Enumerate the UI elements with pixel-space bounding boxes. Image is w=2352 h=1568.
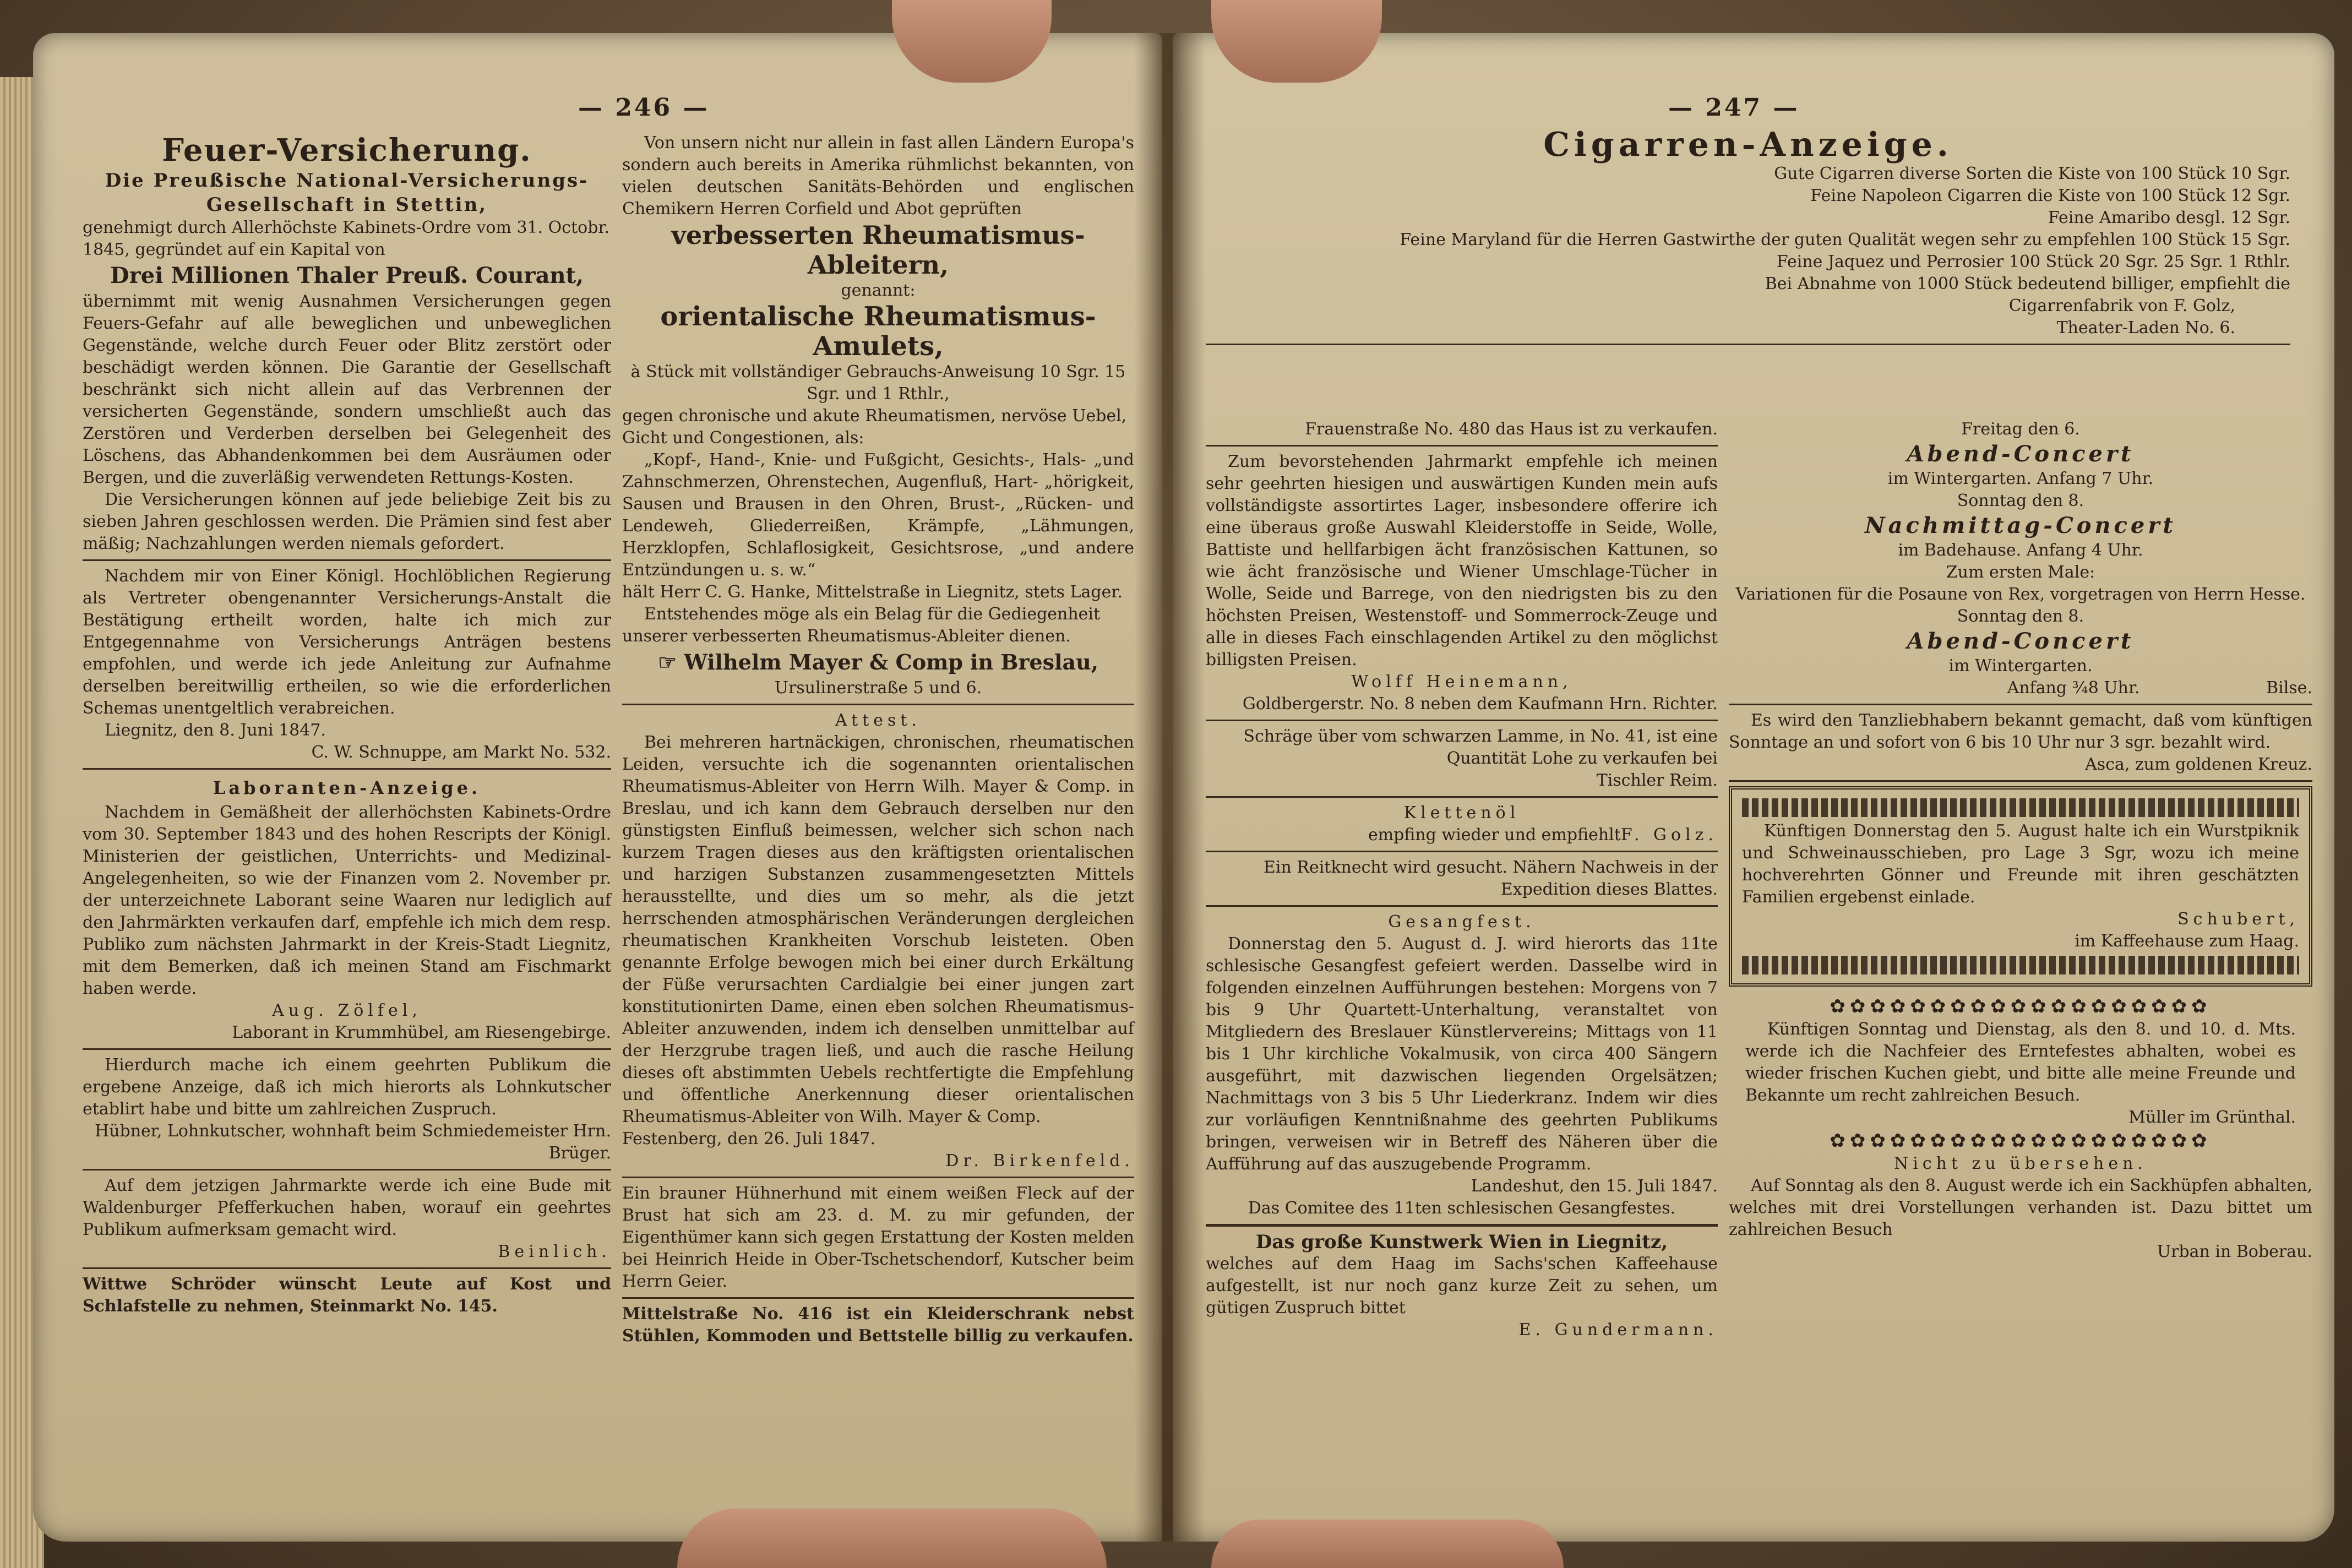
divider (83, 1267, 611, 1269)
divider (1206, 720, 1718, 721)
song-festival-date: Landeshut, den 15. Juli 1847. (1471, 1177, 1718, 1196)
insurance-premiums: Die Versicherungen können auf jede beliebige Zeit bis zu sieben Jahren geschlossen werden. Die Prämien sind fest aber mäßig; Nachzahlungen werden niemals gefordert. (83, 490, 611, 553)
pointing-hand-icon: ☞ (657, 650, 684, 674)
rheuma-title-2: orientalische Rheumatismus-Amulets, (660, 301, 1096, 362)
concert-2-first-time: Zum ersten Male: (1946, 563, 2095, 582)
gingerbread-text: Auf dem jetzigen Jahrmarkte werde ich eine Bude mit Waldenburger Pfefferkuchen haben, worauf ein geehrtes Publikum aufmerksam gemacht wird. (83, 1176, 611, 1239)
rheuma-firm (622, 647, 1134, 677)
insurance-date: Liegnitz, den 8. Juni 1847. (105, 721, 326, 740)
insurance-agent-notice: Nachdem mir von Einer Königl. Hochlöblichen Regierung als Vertreter obengenannter Versicherungs-Anstalt die Bestätigung ertheilt worden, halte ich mich zur Entgegennahme von Versicherungs Anträgen bestens empfohlen, und werde ich jede Anleitung zur Aufnahme derselben bereitwillig ertheilen, so wie die erforderlichen Schemas unentgeltlich verabreichen. (83, 567, 611, 718)
sausage-picnic-place: im Kaffeehause zum Haag. (2075, 932, 2299, 951)
burdock-oil-signature: F. Golz. (1620, 825, 1718, 845)
divider (1729, 780, 2312, 782)
ornamental-border (1742, 956, 2299, 974)
rheuma-stockist: hält Herr C. G. Hanke, Mittelstraße in Liegnitz, stets Lager. (622, 582, 1123, 602)
divider (1206, 796, 1718, 798)
divider (1206, 445, 1718, 447)
cigar-advert (1206, 127, 2290, 350)
concert-1-title: Abend-Concert (1907, 441, 2135, 467)
cigar-line: Feine Maryland für die Herren Gastwirthe der guten Qualität wegen sehr zu empfehlen 100 Stück 15 Sgr. (1400, 230, 2290, 249)
cigar-line: Feine Napoleon Cigarren die Kiste von 100 Stück 12 Sgr. (1810, 186, 2290, 205)
dog-notice: Ein brauner Hühnerhund mit einem weißen Fleck auf der Brust hat sich am 23. d. M. zu mir gefunden, der Eigenthümer kann sich gegen Erstattung der Kosten melden bei Heinrich Heide in Ober-Tschetschendorf, Kutscher beim Herrn Geier. (622, 1184, 1134, 1291)
laborant-title: Laboranten-Anzeige. (213, 777, 481, 798)
concert-2-program: Variationen für die Posaune von Rex, vorgetragen von Herrn Hesse. (1735, 585, 2306, 604)
burdock-oil-title: Klettenöl (1403, 803, 1520, 823)
insurance-company: Die Preußische National-Versicherungs-Gesellschaft in Stettin, (105, 170, 589, 216)
cigar-address: Theater-Laden No. 6. (2056, 318, 2235, 337)
hand-bottom-right (1211, 1520, 1564, 1568)
rosette-border-icon: ✿✿✿✿✿✿✿✿✿✿✿✿✿✿✿✿✿✿✿ (1830, 995, 2212, 1017)
ornamental-border (1742, 798, 2299, 817)
divider (83, 768, 611, 770)
divider (1729, 704, 2312, 705)
divider (622, 1177, 1134, 1178)
insurance-signature: C. W. Schnuppe, am Markt No. 532. (311, 743, 611, 762)
right-column-2 (1729, 418, 2312, 1263)
rosette-border-icon: ✿✿✿✿✿✿✿✿✿✿✿✿✿✿✿✿✿✿✿ (1830, 1130, 2212, 1152)
concert-3-signature: Bilse. (2266, 678, 2312, 698)
rheuma-firm-name: Wilhelm Mayer & Comp in Breslau, (684, 650, 1099, 674)
song-festival-title: Gesangfest. (1388, 912, 1536, 932)
left-column-2 (622, 132, 1134, 1347)
right-column-1 (1206, 418, 1718, 1341)
song-festival-text: Donnerstag den 5. August d. J. wird hierorts das 11te schlesische Gesangfest gefeiert werden. Dasselbe wird in folgenden einzelnen Aufführungen bestehen: Morgens von 7 bis 9 Uhr Quartett-Unterhaltung, veranstaltet von Mitgliedern des Breslauer Künstlervereins; Mittags von 11 bis 1 Uhr kirchliche Vokalmusik, von circa 400 Sängern ausgeführt, mit dazwischen liegenden Orgelsätzen; Nachmittags von 3 bis 5 Uhr Liederkranz. Indem wir dies zur vorläufigen Kenntnißnahme des geehrten Publikums bringen, verweisen wir in Betreff des Näheren über die Aufführung auf das auszugebende Programm. (1206, 934, 1718, 1174)
dance-signature: Asca, zum goldenen Kreuz. (2085, 755, 2312, 774)
tanbark-notice: Schräge über vom schwarzen Lamme, in No. 41, ist eine Quantität Lohe zu verkaufen bei (1243, 727, 1718, 768)
concert-1-day: Freitag den 6. (1961, 420, 2080, 439)
rheuma-ailments-list: „Kopf-, Hand-, Knie- und Fußgicht, Gesichts-, Hals- „und Zahnschmerzen, Ohrenstechen, Augenfluß, Hart- „hörigkeit, Sausen und Brausen in den Ohren, Brust-, „Rücken- und Lendeweh, Gliederreißen, Krämpfe, „Lähmungen, Herzklopfen, Schlaflosigkeit, Gesichtsrose, „und andere Entzündungen u. s. w.“ (622, 450, 1134, 580)
concert-2-title: Nachmittag-Concert (1865, 513, 2176, 538)
cigar-signature: Cigarrenfabrik von F. Golz, (2008, 296, 2235, 315)
sack-race-signature: Urban in Boberau. (2157, 1242, 2312, 1261)
laborant-signature: Aug. Zölfel, (272, 1001, 422, 1020)
divider (1206, 905, 1718, 907)
insurance-terms: übernimmt mit wenig Ausnahmen Versicherungen gegen Feuers-Gefahr auf alle beweglichen und unbeweglichen Gegenstände, welche durch Feuer oder Blitz zerstört oder beschädigt werden können. Die Garantie der Gesellschaft beschränkt sich nicht allein auf das Verbrennen der versicherten Gegenstände, sondern umschließt auch das Zerstören und Verderben derselben bei Gelegenheit des Löschens, das Abhandenkommen bei dem Ausräumen oder Bergen, und die zuverläßig verwendeten Rettungs-Kosten. (83, 292, 611, 487)
laborant-text: Nachdem in Gemäßheit der allerhöchsten Kabinets-Ordre vom 30. September 1843 und des hohen Rescripts der Königl. Ministerien der geistlichen, Unterrichts- und Medizinal-Angelegenheiten, so wie der Finanzen vom 2. November pr. der unterzeichnete Laborant seine Waaren nur lediglich auf den Jahrmärkten verkaufen darf, empfehle ich mich dem resp. Publiko zum nächsten Jahrmarkt in der Kreis-Stadt Liegnitz, mit dem Bemerken, daß ich meinen Stand am Fischmarkt haben werde. (83, 803, 611, 998)
rheuma-title-1: verbesserten Rheumatismus-Ableitern, (671, 220, 1085, 280)
divider (83, 559, 611, 561)
sausage-picnic-box (1729, 786, 2312, 987)
attest-signature: Dr. Birkenfeld. (945, 1151, 1134, 1170)
insurance-intro: genehmigt durch Allerhöchste Kabinets-Ordre vom 31. Octobr. 1845, gegründet auf ein Kapital von (83, 218, 609, 259)
artwork-signature: E. Gundermann. (1518, 1320, 1718, 1340)
divider (622, 1297, 1134, 1299)
divider (1206, 851, 1718, 852)
fair-offer-text: Zum bevorstehenden Jahrmarkt empfehle ich meinen sehr geehrten hiesigen und auswärtigen Kunden mein aufs vollständigste assortirtes Lager, insbesondere offerire ich eine überaus große Auswahl Kleiderstoffe in Seide, Wolle, Battiste und hellfarbigen ächt französischen Kattunen, so wie ächt französische und Wiener Umschlage-Tücher in Wolle, Seide und Barrege, von den niedrigsten bis zu den höchsten Preisen, Westenstoff- und Sommerrock-Zeuge und alle in dieses Fach einschlagenden Artikel zu den möglichst billigsten Preisen. (1206, 452, 1718, 669)
cigar-line: Gute Cigarren diverse Sorten die Kiste von 100 Stück 10 Sgr. (1774, 164, 2290, 183)
harvest-text: Künftigen Sonntag und Dienstag, als den 8. und 10. d. Mts. werde ich die Nachfeier des Erntefestes abhalten, wobei es wieder frischen Kuchen giebt, und bitte alle meine Freunde und Bekannte um recht zahlreichen Besuch. (1745, 1020, 2296, 1105)
concert-3-day: Sonntag den 8. (1957, 607, 2084, 626)
sack-race-title: Nicht zu übersehen. (1894, 1154, 2147, 1173)
cigar-line: Feine Amaribo desgl. 12 Sgr. (2048, 208, 2290, 227)
concert-2-day: Sonntag den 8. (1957, 491, 2084, 510)
wardrobe-notice: Mittelstraße No. 416 ist ein Kleiderschrank nebst Stühlen, Kommoden und Bettstelle billig zu verkaufen. (622, 1304, 1134, 1346)
artwork-title: Das große Kunstwerk Wien in Liegnitz, (1255, 1231, 1668, 1253)
dance-notice: Es wird den Tanzliebhabern bekannt gemacht, daß vom künftigen Sonntage an und sofort von 6 bis 10 Uhr nur 3 sgr. bezahlt wird. (1729, 711, 2312, 752)
divider (83, 1048, 611, 1050)
burdock-oil-body: empfing wieder und empfiehlt (1368, 825, 1621, 845)
coachman-signature: Hübner, Lohnkutscher, wohnhaft beim Schmiedemeister Hrn. Brüger. (95, 1121, 611, 1163)
sausage-picnic-text: Künftigen Donnerstag den 5. August halte ich ein Wurstpiknik und Schweinausschieben, pro Lage 3 Sgr, wozu ich meine hochverehrten Gönner und Freunde mit ihren geschätzten Familien ergebenst einlade. (1742, 821, 2299, 907)
divider (83, 1169, 611, 1170)
sack-race-text: Auf Sonntag als den 8. August werde ich ein Sackhüpfen abhalten, welches mit drei Vorstellungen verhanden ist. Dazu bittet um zahlreichen Besuch (1729, 1176, 2312, 1239)
divider (1206, 344, 2290, 345)
insurance-capital: Drei Millionen Thaler Preuß. Courant, (110, 263, 584, 288)
tanbark-signature: Tischler Reim. (1596, 771, 1718, 790)
page-number: — 247 — (1668, 94, 1800, 122)
fair-offer-address: Goldbergerstr. No. 8 neben dem Kaufmann Hrn. Richter. (1242, 694, 1718, 714)
harvest-box (1729, 994, 2312, 1153)
concert-3-title: Abend-Concert (1907, 628, 2135, 654)
attest-text: Bei mehreren hartnäckigen, chronischen, rheumatischen Leiden, versuchte ich die sogenannten orientalischen Rheumatismus-Ableiter von Herrn Wilh. Mayer & Comp. in Breslau, und ich kann dem Gebrauch derselben nur den günstigsten Einfluß beimessen, welcher sich schon nach kurzem Tragen dieses aus den kräftigsten orientalischen und harzigen Substanzen zusammengesetzten Mittels herausstellte, und dies um so mehr, als die jetzt herrschenden atmosphärischen Veränderungen dergleichen rheumatischen Krankheiten Vorschub leisteten. Oben genannte Erfolge bewogen mich bei einer durch Erkältung der Füße verursachten Cardialgie bei einer jungen zart konstitutionirten Dame, einen eben solchen Rheumatismus-Ableiter anzuwenden, indem ich denselben unmittelbar auf der Herzgrube tragen ließ, und auch die rasche Heilung dieses oft abstimmten Uebels rechtfertigte die Empfehlung und öffentliche Anerkennung dieser orientalischen Rheumatismus-Ableiter von Wilh. Mayer & Comp. (622, 733, 1134, 1126)
song-festival-signature: Das Comitee des 11ten schlesischen Gesangfestes. (1248, 1199, 1676, 1218)
concert-3-time-line (1729, 677, 2312, 699)
right-page (1173, 33, 2334, 1542)
divider (622, 704, 1134, 705)
rheuma-statement: Entstehendes möge als ein Belag für die Gediegenheit unserer verbesserten Rheumatismus-Ableiter dienen. (622, 605, 1101, 646)
rheuma-price: à Stück mit vollständiger Gebrauchs-Anweisung 10 Sgr. 15 Sgr. und 1 Rthlr., (630, 362, 1126, 404)
rheuma-genannt: genannt: (841, 281, 916, 300)
left-page (33, 33, 1162, 1542)
harvest-signature: Müller im Grünthal. (2128, 1108, 2296, 1127)
cigar-title: Cigarren-Anzeige. (1543, 126, 1953, 164)
groom-wanted-notice: Ein Reitknecht wird gesucht. Nähern Nachweis in der Expedition dieses Blattes. (1264, 858, 1718, 899)
laborant-place: Laborant in Krummhübel, am Riesengebirge. (232, 1023, 611, 1042)
rheuma-intro: Von unsern nicht nur allein in fast allen Ländern Europa's sondern auch bereits in Amerika rühmlichst bekannten, von vielen deutschen Sanitäts-Behörden und englischen Chemikern Herren Corfield und Abot geprüften (622, 133, 1134, 219)
page-number: — 246 — (578, 94, 710, 122)
sausage-picnic-signature: Schubert, (2177, 910, 2299, 929)
attest-title: Attest. (835, 711, 921, 730)
burdock-oil-text (1206, 824, 1718, 846)
rheuma-firm-address: Ursulinerstraße 5 und 6. (774, 678, 982, 698)
concert-3-time: Anfang ¾8 Uhr. (2007, 678, 2140, 698)
hand-bottom-left (677, 1509, 1107, 1568)
insurance-title: Feuer-Versicherung. (162, 132, 532, 168)
cigar-line: Bei Abnahme von 1000 Stück bedeutend billiger, empfiehlt die (1765, 274, 2290, 293)
concert-2-place: im Badehause. Anfang 4 Uhr. (1898, 541, 2143, 560)
book-gutter (1134, 33, 1206, 1542)
divider (1206, 1224, 1718, 1227)
artwork-text: welches auf dem Haag im Sachs'schen Kaffeehause aufgestellt, ist nur noch ganz kurze Zeit zu sehen, um gütigen Zuspruch bittet (1206, 1254, 1718, 1317)
concert-3-place: im Wintergarten. (1948, 656, 2093, 676)
cigar-line: Feine Jaquez und Perrosier 100 Stück 20 Sgr. 25 Sgr. 1 Rthlr. (1776, 252, 2290, 271)
concert-1-place: im Wintergarten. Anfang 7 Uhr. (1887, 469, 2154, 488)
attest-date: Festenberg, den 26. Juli 1847. (622, 1129, 876, 1148)
house-sale-notice: Frauenstraße No. 480 das Haus ist zu verkaufen. (1305, 420, 1718, 439)
left-column-1 (83, 132, 611, 1317)
fair-offer-signature: Wolff Heinemann, (1351, 672, 1572, 692)
rheuma-indications: gegen chronische und akute Rheumatismen, nervöse Uebel, Gicht und Congestionen, als: (622, 406, 1127, 448)
gingerbread-signature: Beinlich. (498, 1242, 611, 1261)
widow-notice: Wittwe Schröder wünscht Leute auf Kost und Schlafstelle zu nehmen, Steinmarkt No. 145. (83, 1275, 611, 1316)
coachman-text: Hierdurch mache ich einem geehrten Publikum die ergebene Anzeige, daß ich mich hierorts als Lohnkutscher etablirt habe und bitte um zahlreichen Zuspruch. (83, 1055, 611, 1119)
